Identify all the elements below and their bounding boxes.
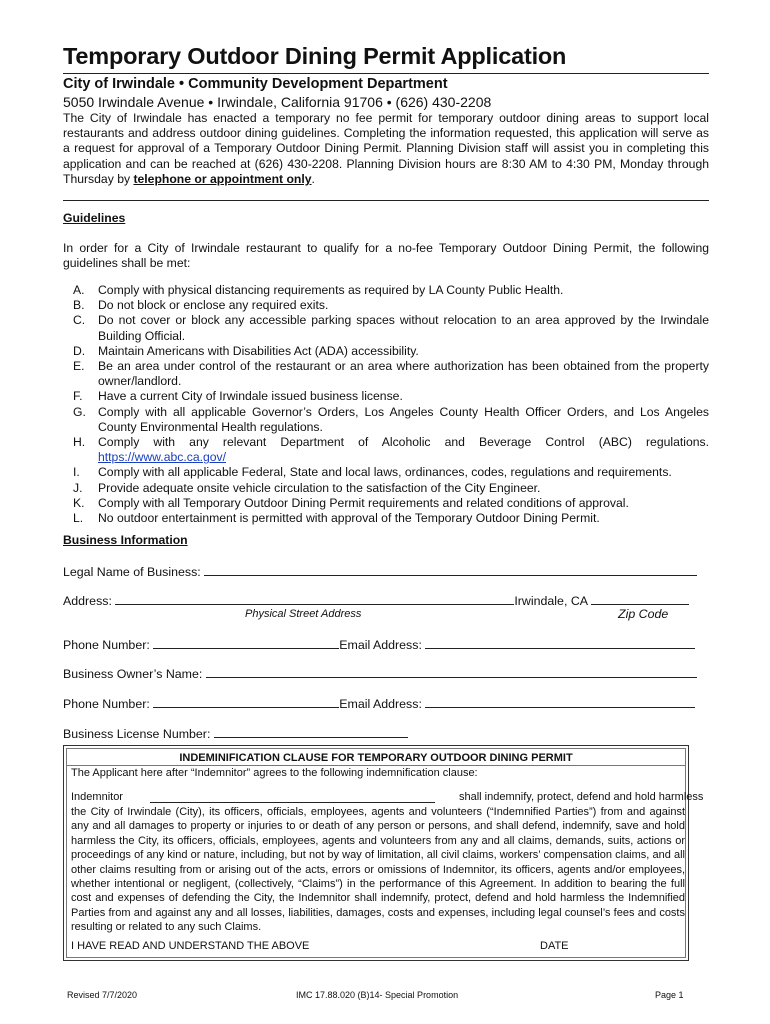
guideline-text: Comply with physical distancing requirements as required by LA County Public Health. <box>98 283 564 297</box>
owner-name-field[interactable] <box>206 666 697 678</box>
footer-page-number: Page 1 <box>655 990 684 1000</box>
guideline-item <box>63 405 709 435</box>
indemnification-inner-frame <box>66 748 704 958</box>
guideline-letter: I. <box>73 465 80 480</box>
license-number-field[interactable] <box>214 726 408 738</box>
guideline-letter: A. <box>73 283 85 297</box>
business-heading: Business Information <box>63 533 188 547</box>
guideline-item <box>63 465 709 480</box>
license-label: Business License Number: <box>63 727 211 741</box>
guideline-letter: G. <box>73 404 86 419</box>
guideline-text: Comply with all applicable Governor’s Orders, Los Angeles County Health Officer Orders, and Los Angeles County Environmental Health regulations. <box>98 404 709 434</box>
address-row <box>63 593 689 608</box>
department-name: City of Irwindale • Community Development Department <box>63 76 448 92</box>
indemnification-title-rule <box>67 765 685 766</box>
page-title: Temporary Outdoor Dining Permit Application <box>63 43 567 69</box>
date-label: DATE <box>540 940 569 952</box>
email-field-2[interactable] <box>425 696 695 708</box>
phone-email-row-2 <box>63 696 695 711</box>
guideline-text: Comply with all applicable Federal, State and local laws, ordinances, codes, regulations and requirements. <box>98 465 672 480</box>
email-label-2: Email Address: <box>339 697 422 711</box>
indemnitor-label: Indemnitor <box>71 791 123 803</box>
guideline-text: Provide adequate onsite vehicle circulation to the satisfaction of the City Engineer. <box>98 480 541 495</box>
intro-text: The City of Irwindale has enacted a temporary no fee permit for temporary outdoor dining areas to support local restaurants and address outdoor dining guidelines. Completing the information requested, this application will serve as a request for approval of a Temporary Outdoor Dining Permit. Planning Division staff will assist you in completing this application and can be reached at (626) 430-2208. Planning Division hours are 8:30 AM to 4:30 PM, Monday through Thursday by <box>63 111 709 186</box>
license-row <box>63 726 408 741</box>
guideline-text: Be an area under control of the restaurant or an area where authorization has been obtained from the property owner/landlord. <box>98 359 709 389</box>
department-address: 5050 Irwindale Avenue • Irwindale, California 91706 • (626) 430-2208 <box>63 94 492 110</box>
address-label: Address: <box>63 594 112 608</box>
guidelines-intro: In order for a City of Irwindale restaurant to qualify for a no-fee Temporary Outdoor Dining Permit, the following guidelines shall be met: <box>63 241 709 271</box>
footer-revised: Revised 7/7/2020 <box>67 990 138 1000</box>
guideline-text: Comply with any relevant Department of Alcoholic and Beverage Control (ABC) regulations. <box>98 435 709 450</box>
owner-row <box>63 666 697 681</box>
guideline-letter: H. <box>73 435 86 450</box>
indemnification-title: INDEMINIFICATION CLAUSE FOR TEMPORARY OUTDOOR DINING PERMIT <box>179 752 573 764</box>
zip-code-caption: Zip Code <box>618 607 669 621</box>
street-address-field[interactable] <box>115 593 514 605</box>
guideline-item <box>63 283 709 298</box>
guideline-letter: D. <box>73 343 86 358</box>
acknowledgement-label: I HAVE READ AND UNDERSTAND THE ABOVE <box>71 940 310 952</box>
phone-label-1: Phone Number: <box>63 638 150 652</box>
guideline-text: Do not block or enclose any required exits. <box>98 298 329 313</box>
guideline-letter: B. <box>73 298 85 313</box>
guideline-item <box>63 359 709 389</box>
guideline-item <box>63 511 709 526</box>
guideline-text: Have a current City of Irwindale issued business license. <box>98 389 403 404</box>
intro-end: . <box>311 171 315 186</box>
abc-website-link[interactable]: https://www.abc.ca.gov/ <box>98 450 227 465</box>
guideline-text: Comply with all Temporary Outdoor Dining Permit requirements and related conditions of approval. <box>98 495 629 510</box>
street-address-caption: Physical Street Address <box>245 608 362 620</box>
phone-label-2: Phone Number: <box>63 697 150 711</box>
zip-code-field[interactable] <box>591 593 689 605</box>
indemnitor-name-field[interactable] <box>150 802 435 803</box>
guideline-text: Maintain Americans with Disabilities Act (ADA) accessibility. <box>98 343 419 358</box>
guideline-item <box>63 298 709 313</box>
phone-field-1[interactable] <box>153 637 339 649</box>
guideline-item <box>63 344 709 359</box>
guideline-item <box>63 313 709 343</box>
indemnification-body: the City of Irwindale (City), its officers, officials, employees, agents and volunteers (“Indemnified Parties”) from and against any and all damages to property or injuries to or death of any person or persons, and shall defend, indemnify, save and hold harmless the City, its officers, officials, employees, agents and volunteers from any and all claims, demands, suits, actions or proceedings of any kind or nature, including, but not by way of limitation, all civil claims, workers’ compensation claims, and all other claims resulting from or arising out of the acts, errors or omissions of Indemnitor, its officers, agents and/or employees, whether intentional or negligent, (collectively, “Claims”) in the performance of this Agreement. In addition to bearing the full cost and expenses of defending the City, the Indemnitor shall indemnify, protect, defend and hold harmless the Indemnified Parties from and against any and all losses, liabilities, damages, costs and expenses, including legal counsel’s fees and costs resulting or related to any such Claims. <box>71 806 685 934</box>
legal-name-field[interactable] <box>204 564 697 576</box>
indemnitor-first-line-tail: shall indemnify, protect, defend and hold harmless <box>459 791 704 803</box>
city-label: Irwindale, CA <box>514 594 588 608</box>
guideline-letter: K. <box>73 495 85 510</box>
guideline-text: No outdoor entertainment is permitted with approval of the Temporary Outdoor Dining Permit. <box>98 511 600 526</box>
owner-label: Business Owner’s Name: <box>63 667 203 681</box>
guideline-item <box>63 496 709 511</box>
intro-paragraph <box>63 111 709 187</box>
guideline-letter: F. <box>73 389 83 404</box>
indemnification-box <box>63 745 704 961</box>
email-label-1: Email Address: <box>339 638 422 652</box>
guideline-letter: J. <box>73 480 83 495</box>
title-rule <box>63 73 709 74</box>
legal-name-row <box>63 564 697 579</box>
section-rule <box>63 200 709 201</box>
phone-email-row-1 <box>63 637 695 652</box>
guideline-letter: C. <box>73 313 86 328</box>
legal-name-label: Legal Name of Business: <box>63 565 201 579</box>
guideline-letter: L. <box>73 511 84 526</box>
guidelines-list <box>63 283 709 526</box>
guideline-text: Do not cover or block any accessible parking spaces without relocation to an area approved by the Irwindale Building Official. <box>98 313 709 343</box>
intro-emphasis: telephone or appointment only <box>133 171 312 186</box>
guideline-item <box>63 435 709 465</box>
guideline-item <box>63 389 709 404</box>
guideline-letter: E. <box>73 359 85 374</box>
guideline-item <box>63 481 709 496</box>
footer-code: IMC 17.88.020 (B)14- Special Promotion <box>296 990 459 1000</box>
email-field-1[interactable] <box>425 637 695 649</box>
guidelines-heading: Guidelines <box>63 211 126 225</box>
phone-field-2[interactable] <box>153 696 339 708</box>
indemnification-subtitle: The Applicant here after “Indemnitor” agrees to the following indemnification clause: <box>71 767 478 779</box>
